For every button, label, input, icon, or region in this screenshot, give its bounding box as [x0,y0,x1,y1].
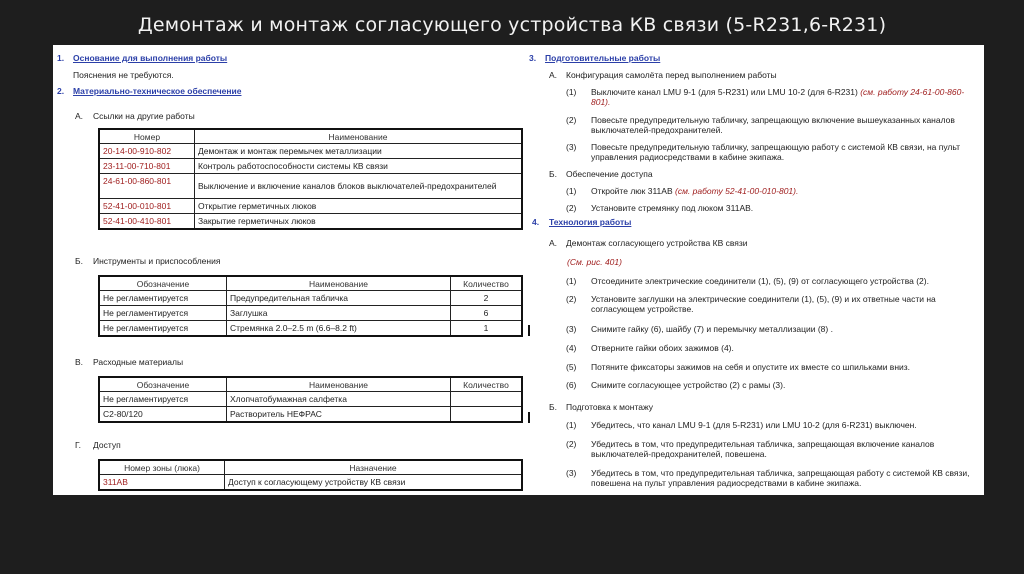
table-row [99,321,522,337]
item-number: (1) [566,276,577,286]
document-page [53,45,984,495]
table-cell: Стремянка 2.0–2.5 m (6.6–8.2 ft) [227,321,451,337]
subsection-b-label: Инструменты и приспособления [93,256,221,266]
section-4-number: 4. [532,217,540,227]
column-header: Количество [451,377,523,392]
list-item: Убедитесь в том, что предупредительная табличка, запрещающая включение каналов выключателей-предохранителей, повешена. [591,439,935,459]
section-3-title: Подготовительные работы [545,53,661,63]
table-row [99,214,522,230]
subsection-a-letter: А. [75,111,84,121]
subsection-d-label: Подготовка к монтажу [566,402,654,412]
item-number: (3) [566,142,577,152]
column-header: Наименование [195,129,523,144]
table-header-row [99,460,522,475]
zone-link[interactable]: 311АВ [99,475,225,491]
reference-link[interactable]: 52-41-00-410-801 [99,214,195,230]
item-number: (2) [566,203,577,213]
column-header: Номер [99,129,195,144]
table-header-row [99,276,522,291]
list-item: Снимите гайку (6), шайбу (7) и перемычку металлизации (8) . [591,324,833,334]
table-cell: Заглушка [227,306,451,321]
item-number: (1) [566,186,577,196]
change-bar [528,412,530,423]
table-cell: Не регламентируется [99,306,227,321]
column-header: Обозначение [99,276,227,291]
table-cell [451,392,523,407]
reference-link[interactable]: (см. работу 24-61-00-860-801). [591,87,965,107]
section-4-title: Технология работы [549,217,632,227]
item-number: (3) [566,468,577,478]
list-item: Повесьте предупредительную табличку, запрещающую включение вышеуказанных каналов выключателей-предохранителей. [591,115,955,135]
reference-link[interactable]: (см. работу 52-41-00-010-801). [675,186,799,196]
column-header: Наименование [227,377,451,392]
table-row [99,174,522,199]
consumables-table [98,376,523,423]
reference-link[interactable]: 52-41-00-010-801 [99,199,195,214]
item-text: Откройте люк 311АВ [591,186,673,196]
reference-link[interactable]: 20-14-00-910-802 [99,144,195,159]
column-header: Назначение [225,460,523,475]
subsection-b-label: Обеспечение доступа [566,169,653,179]
list-item [591,87,981,107]
section-1-number: 1. [57,53,65,63]
references-table [98,128,523,230]
item-number: (1) [566,87,577,97]
subsection-d-letter: Г. [75,440,81,450]
list-item: Установите стремянку под люком 311АВ. [591,203,754,213]
tools-table [98,275,523,337]
table-row [99,306,522,321]
table-cell: Не регламентируется [99,291,227,306]
slide-title: Демонтаж и монтаж согласующего устройства КВ связи (5-R231,6-R231) [137,14,887,36]
item-number: (2) [566,294,577,304]
table-cell: Предупредительная табличка [227,291,451,306]
reference-link[interactable]: 24-61-00-860-801 [99,174,195,199]
item-text: Выключите канал LMU 9-1 (для 5-R231) или LMU 10-2 (для 6-R231) [591,87,858,97]
subsection-c-label: Демонтаж согласующего устройства КВ связи [566,238,748,248]
list-item: Повесьте предупредительную табличку, запрещающую работу с системой КВ связи, на пульт управления радиосредствами в кабине экипажа. [591,142,961,162]
section-1-title: Основание для выполнения работы [73,53,228,63]
table-row [99,475,522,491]
table-cell: Растворитель НЕФРАС [227,407,451,423]
table-cell: Открытие герметичных люков [195,199,523,214]
table-row [99,407,522,423]
table-cell: 2 [451,291,523,306]
table-row [99,159,522,174]
item-number: (2) [566,115,577,125]
table-cell: Закрытие герметичных люков [195,214,523,230]
table-cell [451,407,523,423]
list-item: Убедитесь, что канал LMU 9-1 (для 5-R231) или LMU 10-2 (для 6-R231) выключен. [591,420,917,430]
subsection-a-letter: А. [549,70,558,80]
table-cell: Демонтаж и монтаж перемычек металлизации [195,144,523,159]
section-1-note: Пояснения не требуются. [73,70,174,80]
item-number: (3) [566,324,577,334]
list-item: Потяните фиксаторы зажимов на себя и опустите их вместе со шпильками вниз. [591,362,911,372]
list-item: Отверните гайки обоих зажимов (4). [591,343,734,353]
table-row [99,144,522,159]
table-row [99,199,522,214]
list-item: Отсоедините электрические соединители (1), (5), (9) от согласующего устройства (2). [591,276,929,286]
list-item: Установите заглушки на электрические соединители (1), (5), (9) и их ответные части на согласующем устройстве. [591,294,936,314]
table-cell: С2-80/120 [99,407,227,423]
section-3-number: 3. [529,53,537,63]
section-2-number: 2. [57,86,65,96]
subsection-d-label: Доступ [93,440,121,450]
reference-link[interactable]: 23-11-00-710-801 [99,159,195,174]
subsection-c-letter: В. [75,357,84,367]
column-header: Номер зоны (люка) [99,460,225,475]
table-cell: Доступ к согласующему устройству КВ связи [225,475,523,491]
table-cell: Не регламентируется [99,392,227,407]
table-cell: Хлопчатобумажная салфетка [227,392,451,407]
table-row [99,291,522,306]
list-item: Снимите согласующее устройство (2) с рамы (3). [591,380,786,390]
item-number: (5) [566,362,577,372]
subsection-d-letter: Б. [549,402,557,412]
table-cell: Выключение и включение каналов блоков выключателей-предохранителей [195,174,523,199]
item-number: (4) [566,343,577,353]
column-header: Наименование [227,276,451,291]
subsection-b-letter: Б. [75,256,83,266]
list-item: Убедитесь в том, что предупредительная табличка, запрещающая работу с системой КВ связи, повешена на пульт управления радиосредствами в кабине экипажа. [591,468,970,488]
subsection-a-label: Ссылки на другие работы [93,111,195,121]
subsection-c-label: Расходные материалы [93,357,184,367]
table-header-row [99,377,522,392]
table-header-row [99,129,522,144]
column-header: Обозначение [99,377,227,392]
table-cell: 1 [451,321,523,337]
table-cell: 6 [451,306,523,321]
change-bar [528,325,530,336]
subsection-c-letter: А. [549,238,558,248]
section-2-title: Материально-техническое обеспечение [73,86,242,96]
list-item [591,186,798,196]
subsection-b-letter: Б. [549,169,557,179]
access-table [98,459,523,491]
table-row [99,392,522,407]
table-cell: Контроль работоспособности системы КВ связи [195,159,523,174]
item-number: (6) [566,380,577,390]
item-number: (1) [566,420,577,430]
figure-reference[interactable]: (См. рис. 401) [567,257,622,267]
table-cell: Не регламентируется [99,321,227,337]
subsection-a-label: Конфигурация самолёта перед выполнением работы [566,70,777,80]
item-number: (2) [566,439,577,449]
column-header: Количество [451,276,523,291]
